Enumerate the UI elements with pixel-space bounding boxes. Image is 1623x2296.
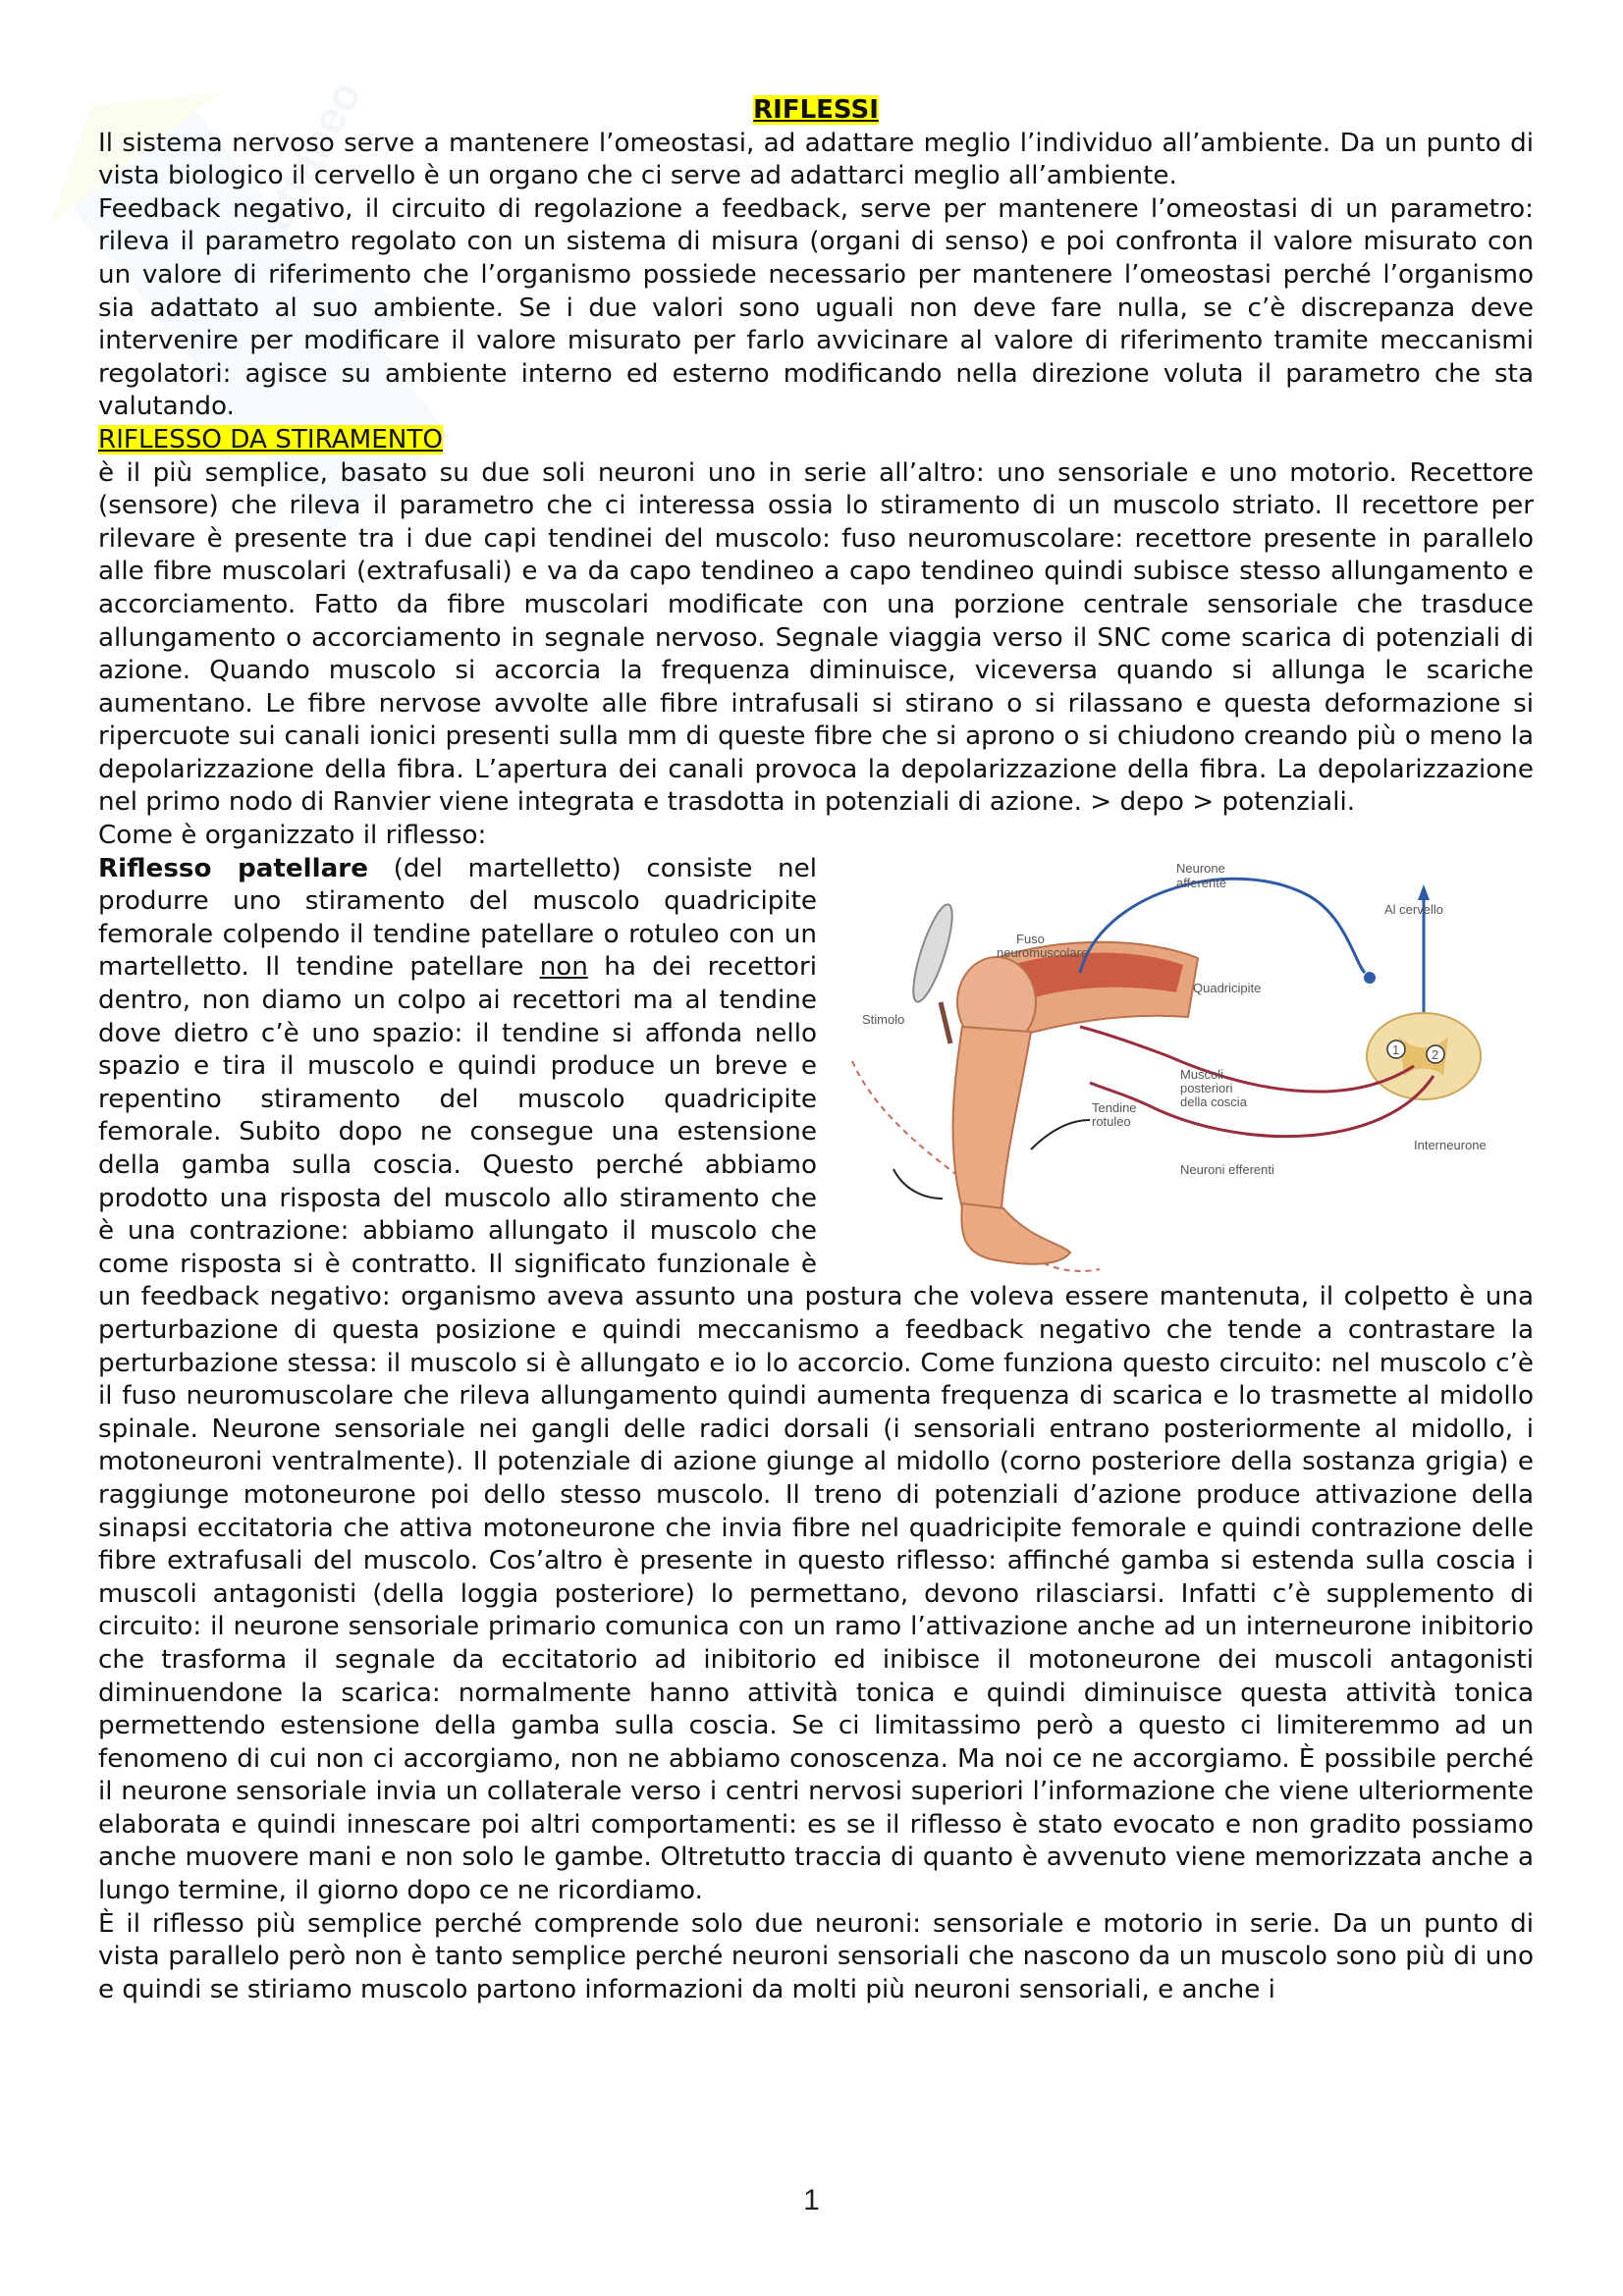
- organized-heading: Come è organizzato il riflesso:: [98, 821, 487, 851]
- label-neuroni-efferenti: Neuroni efferenti: [1180, 1161, 1274, 1177]
- stretch-reflex-paragraph: è il più semplice, basato su due soli neuroni uno in serie all’altro: uno sensoriale e uno motorio. Recettore (sensore) che rileva il parametro che ci interessa ossia lo stiramento di un muscolo striato. Il recettore per rilevare è presente tra i due capi tendinei del muscolo: fuso neuromuscolare: recettore presente in parallelo alle fibre muscolari (extrafusali) e va da capo tendineo a capo tendineo quindi subisce stesso allungamento e accorciamento. Fatto da fibre muscolari modificate con una porzione centrale sensoriale che trasduce allungamento o accorciamento in segnale nervoso. Segnale viaggia verso il SNC come scarica di potenziali di azione. Quando muscolo si accorcia la frequenza diminuisce, viceversa quando si allunga le scariche aumentano. Le fibre nervose avvolte alle fibre intrafusali si stirano o si rilassano e questa deformazione si ripercuote sui canali ionici presenti sulla mm di queste fibre che si aprono o si chiudono creando più o meno la depolarizzazione della fibra. L’apertura dei canali provoca la depolarizzazione della fibra. La depolarizzazione nel primo nodo di Ranvier viene integrata e trasdotta in potenziali di azione. > depo > potenziali.: [98, 457, 1534, 818]
- motion-arrow-1: [893, 1169, 943, 1199]
- reflex-diagram: [835, 855, 1534, 1279]
- label-neurone-afferente-1: Neurone: [1176, 860, 1225, 876]
- reflex-hammer: [906, 900, 960, 1004]
- patellar-text-a: (del martelletto) consiste nel produrre uno stiramento del muscolo quadricipite femorale colpendo il tendine patellare o rotuleo con un martelletto. Il tendine patellare: [98, 853, 817, 983]
- last-paragraph: È il riflesso più semplice perché comprende solo due neuroni: sensoriale e motorio in serie. Da un punto di vista parallelo però non è tanto semplice perché neuroni sensoriali che nascono da un muscolo sono più di uno e quindi se stiriamo muscolo partono informazioni da molti più neuroni sensoriali, e anche i: [98, 1908, 1534, 2004]
- patellar-reflex-term: Riflesso patellare: [98, 853, 368, 883]
- motion-arrow-2: [1031, 1120, 1090, 1149]
- label-neurone-afferente-2: afferente: [1176, 875, 1227, 890]
- label-interneurone: Interneurone: [1414, 1137, 1487, 1152]
- page-number: 1: [803, 2184, 820, 2216]
- patellar-underlined-word: non: [539, 952, 588, 983]
- label-al-cervello: Al cervello: [1384, 901, 1443, 917]
- label-tendine-2: rotuleo: [1092, 1113, 1131, 1129]
- intro-paragraph-2: Feedback negativo, il circuito di regolazione a feedback, serve per mantenere l’omeostasi di un parametro: rileva il parametro regolato con un sistema di misura (organi di senso) e poi confronta il valore misurato con un valore di riferimento che l’organismo possiede necessario per mantenere l’omeostasi perché l’organismo sia adattato al suo ambiente. Se i due valori sono uguali non deve fare nulla, se c’è discrepanza deve intervenire per modificare il valore misurato per farlo avvicinare al valore di riferimento tramite meccanismi regolatori: agisce su ambiente interno ed esterno modificando nella direzione voluta il parametro che sta valutando.: [98, 193, 1534, 422]
- hammer-handle: [941, 1002, 950, 1043]
- efferent-neuron-path-1: [1080, 1027, 1414, 1092]
- section-heading-stretch-reflex: [98, 424, 1534, 457]
- ascending-arrowhead: [1418, 884, 1430, 900]
- dorsal-root-ganglion: [1364, 972, 1376, 984]
- patellar-text-b: ha dei recettori dentro, non diamo un colpo ai recettori ma al tendine dove dietro c’è uno spazio: il tendine si affonda nello spazio e tira il muscolo e quindi produce un breve e repentino stiramento del muscolo quadricipite femorale. Subito dopo ne consegue una estensione della gamba sulla coscia. Questo perché abbiamo prodotto una risposta del muscolo allo stiramento che è una contrazione: abbiamo allungato il muscolo che come risposta si è contratto. Il significato funzionale è un feedback negativo: organismo aveva assunto una postura che voleva essere mantenuta, il colpetto è una perturbazione di questa posizione e quindi meccanismo a feedback negativo che tende a contrastare la perturbazione stessa: il muscolo si è allungato e io lo accorcio. Come funziona questo circuito: nel muscolo c’è il fuso neuromuscolare che rileva allungamento quindi aumenta frequenza di scarica e lo trasmette al midollo spinale. Neurone sensoriale nei gangli delle radici dorsali (i sensoriali entrano posteriormente al midollo, i motoneuroni ventralmente). Il potenziale di azione giunge al midollo (corno posteriore della sostanza grigia) e raggiunge motoneurone poi dello stesso muscolo. Il treno di potenziali d’azione produce attivazione della sinapsi eccitatoria che attiva motoneurone che invia fibre nel quadricipite femorale e quindi contrazione delle fibre extrafusali del muscolo. Cos’altro è presente in questo riflesso: affinché gamba si estenda sulla coscia i muscoli antagonisti (della loggia posteriore) lo permettano, devono rilasciarsi. Infatti c’è supplemento di circuito: il neurone sensoriale primario comunica con un ramo l’attivazione anche ad un interneurone inibitorio che trasforma il segnale da eccitatorio ad inibitorio ed inibisce il motoneurone dei muscoli antagonisti diminuendone la scarica: normalmente hanno attività tonica e quindi diminuisce questa attività tonica permettendo estensione della gamba sulla coscia. Se ci limitassimo però a questo ci limiteremmo ad un fenomeno di cui non ci accorgiamo, non ne abbiamo conoscenza. Ma noi ce ne accorgiamo. È possibile perché il neurone sensoriale invia un collaterale verso i centri nervosi superiori l’informazione che viene ulteriormente elaborata e quindi innescare poi altri comportamenti: es se il riflesso è stato evocato e non gradito possiamo anche muovere mani e non solo le gambe. Oltretutto traccia di quanto è avvenuto viene memorizzata anche a lungo termine, il giorno dopo ce ne ricordiamo.: [98, 952, 1534, 1906]
- label-quadricipite: Quadricipite: [1193, 980, 1262, 995]
- intro-paragraph-1: Il sistema nervoso serve a mantenere l’omeostasi, ad adattare meglio l’individuo all’ambiente. Da un punto di vista biologico il cervello è un organo che ci serve ad adattarci meglio all’ambiente.: [98, 128, 1534, 191]
- synapse-number-2: 2: [1432, 1046, 1439, 1062]
- label-stimolo: Stimolo: [862, 1011, 905, 1027]
- label-muscoli-2: posteriori: [1180, 1080, 1233, 1095]
- title-highlight: RIFLESSI: [753, 95, 879, 125]
- label-fuso-2: neuromuscolare: [997, 944, 1089, 960]
- document-page: [98, 94, 1534, 2006]
- section-heading-highlight: RIFLESSO DA STIRAMENTO: [98, 424, 443, 454]
- patellar-reflex-figure: [835, 855, 1534, 1279]
- label-fuso-1: Fuso: [1016, 931, 1045, 946]
- document-title: [98, 94, 1534, 128]
- label-muscoli-3: della coscia: [1180, 1094, 1247, 1109]
- watermark-text: cattaneo: [238, 72, 371, 260]
- synapse-number-1: 1: [1392, 1041, 1400, 1057]
- foot-shape: [961, 1203, 1070, 1264]
- lower-leg-shape: [953, 1027, 1031, 1208]
- label-tendine-1: Tendine: [1092, 1099, 1137, 1115]
- label-muscoli-1: Muscoli: [1180, 1066, 1224, 1082]
